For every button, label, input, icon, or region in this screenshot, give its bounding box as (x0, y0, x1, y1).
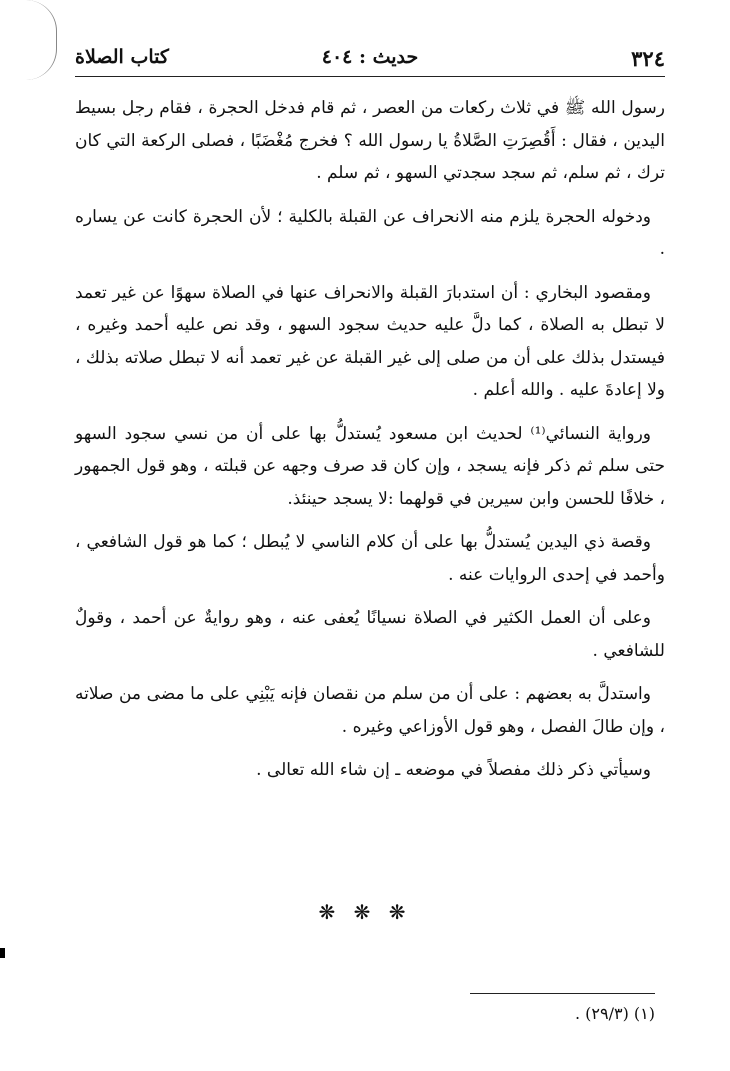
section-separator: ❋ ❋ ❋ (318, 900, 412, 924)
paragraph-3: ومقصود البخاري : أن استدبارَ القبلة والانحراف عنها في الصلاة سهوًا عن غير تعمد لا تبطل به الصلاة ، كما دلَّ عليه حديث سجود السهو ، وقد نص عليه أحمد وغيره ، فيستدل بذلك على أن من صلى إلى غير القبلة عن غير تعمد أنه لا تبطل صلاته بذلك ، ولا إعادةَ عليه . والله أعلم . (75, 282, 665, 400)
scan-mark (0, 948, 5, 958)
page-number: ٣٢٤ (631, 46, 665, 71)
paragraph-7: واستدلَّ به بعضهم : على أن من سلم من نقصان فإنه يَبْنِي على ما مضى من صلاته ، وإن طالَ الفصل ، وهو قول الأوزاعي وغيره . (75, 684, 665, 737)
book-title: كتاب الصلاة (75, 46, 169, 68)
paragraph-1: رسول الله ﷺ في ثلاث ركعات من العصر ، ثم قام فدخل الحجرة ، فقام رجل بسيط اليدين ، فقال : أَقُصِرَتِ الصَّلاةُ يا رسول الله ؟ فخرج مُغْضَبًا ، فصلى الركعة التي كان ترك ، ثم سلم، ثم سجد سجدتي السهو ، ثم سلم . (75, 98, 665, 183)
footnote: (١) (٢٩/٣) . (574, 1004, 655, 1023)
paragraph-2: ودخوله الحجرة يلزم منه الانحراف عن القبلة بالكلية ؛ لأن الحجرة كانت عن يساره . (75, 206, 665, 259)
header-rule (75, 76, 665, 77)
paragraph-8: وسيأتي ذكر ذلك مفصلاً في موضعه ـ إن شاء الله تعالى . (256, 760, 651, 780)
page-edge-curve (26, 0, 57, 80)
running-header (75, 46, 665, 74)
paragraph-4: ورواية النسائي⁽¹⁾ لحديث ابن مسعود يُستدلُّ بها على أن من نسي سجود السهو حتى سلم ثم ذكر فإنه يسجد ، وإن كان قد صرف وجهه عن قبلته ، وهو قول الجمهور ، خلافًا للحسن وابن سيرين في قولهما :لا يسجد حينئذ. (75, 423, 665, 509)
footnote-rule (470, 993, 655, 994)
main-text (75, 92, 665, 798)
paragraph-5: وقصة ذي اليدين يُستدلُّ بها على أن كلام الناسي لا يُبطل ؛ كما هو قول الشافعي ، وأحمد في إحدى الروايات عنه . (75, 532, 665, 585)
paragraph-6: وعلى أن العمل الكثير في الصلاة نسيانًا يُعفى عنه ، وهو روايةٌ عن أحمد ، وقولٌ للشافعي . (75, 608, 665, 661)
hadith-number: حديث : ٤٠٤ (321, 46, 419, 68)
